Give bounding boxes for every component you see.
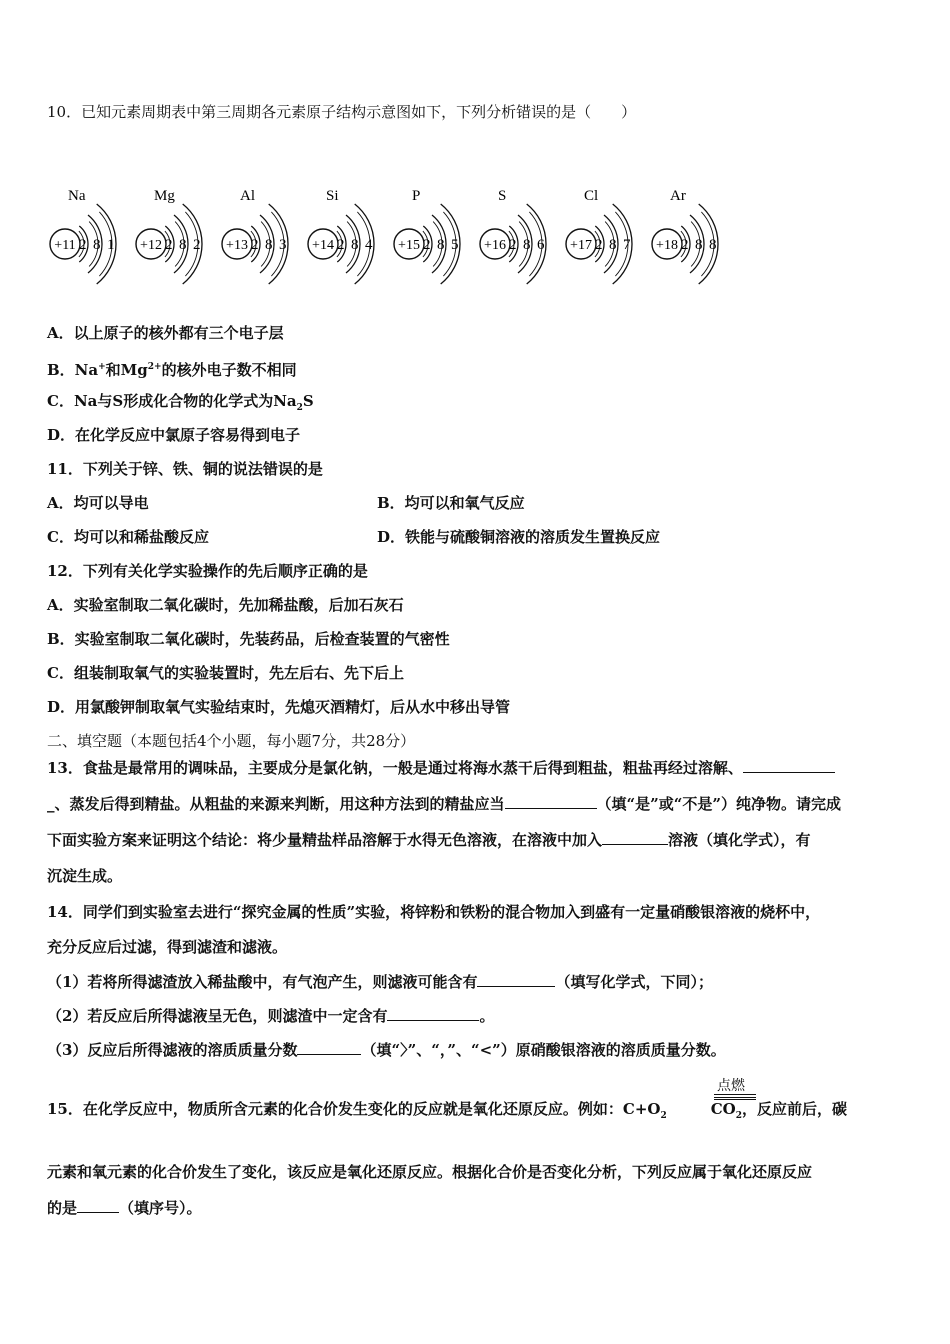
electron-count: 8 <box>179 237 187 253</box>
electron-count: 2 <box>681 237 689 253</box>
nucleus-charge: +12 <box>140 238 162 253</box>
q13-line-1 <box>47 758 835 778</box>
q15-line-3 <box>47 1198 202 1218</box>
q15-line-1a: 15．在化学反应中，物质所含元素的化合价发生变化的反应就是氧化还原反应。例如：C+O <box>47 1100 661 1118</box>
nucleus-charge: +18 <box>656 238 678 253</box>
atom-s <box>480 188 546 284</box>
q13-line-4: 沉淀生成。 <box>47 867 123 885</box>
q14-part-3 <box>47 1040 726 1060</box>
electron-count: 6 <box>537 237 545 253</box>
q10-option-b-pre: B．Na <box>47 361 99 379</box>
atom-symbol: S <box>498 188 507 204</box>
q15-line-2: 元素和氧元素的化合价发生了变化，该反应是氧化还原反应。根据化合价是否变化分析，下列反应属于氧化还原反应 <box>47 1163 813 1181</box>
atom-mg <box>136 188 202 284</box>
electron-count: 2 <box>193 237 201 253</box>
q10-option-c-pre: C．Na与S形成化合物的化学式为Na <box>47 392 297 410</box>
q10-option-a: A．以上原子的核外都有三个电子层 <box>47 324 284 342</box>
q15-line-1b: ，反应前后，碳 <box>742 1100 848 1118</box>
atom-symbol: Ar <box>670 188 686 204</box>
atom-cl <box>566 188 632 284</box>
q13-blank-2[interactable] <box>505 794 597 809</box>
q10-option-b-sup1: + <box>98 362 106 372</box>
reaction-condition: 点燃 <box>717 1078 745 1094</box>
q10-option-b-sup2: 2+ <box>147 362 162 372</box>
q12-option-b: B．实验室制取二氧化碳时，先装药品，后检查装置的气密性 <box>47 630 450 648</box>
q10-option-b-post: 的核外电子数不相同 <box>161 361 297 379</box>
atom-symbol: Na <box>68 188 86 204</box>
section-2-heading: 二、填空题（本题包括4个小题，每小题7分，共28分） <box>47 732 416 750</box>
q14-part-2 <box>47 1006 494 1026</box>
atom-symbol: Cl <box>584 188 599 204</box>
atom-p <box>394 188 460 284</box>
q13-line-3a: 下面实验方案来证明这个结论：将少量精盐样品溶解于水得无色溶液，在溶液中加入 <box>47 831 603 849</box>
q12-option-c: C．组装制取氧气的实验装置时，先左后右、先下后上 <box>47 664 404 682</box>
atom-na <box>50 188 116 284</box>
atom-al <box>222 188 288 284</box>
q10-option-d: D．在化学反应中氯原子容易得到电子 <box>47 426 301 444</box>
electron-count: 8 <box>93 237 101 253</box>
q10-option-c-post: S <box>302 392 314 410</box>
reaction-equals-sign-low <box>714 1099 756 1100</box>
electron-count: 1 <box>107 237 115 253</box>
q13-line-3 <box>47 830 811 850</box>
q15-line-3b: （填序号）。 <box>119 1199 202 1217</box>
q15-line-1 <box>47 1099 847 1126</box>
q13-line-1-text: 13．食盐是最常用的调味品，主要成分是氯化钠，一般是通过将海水蒸干后得到粗盐，粗盐再经过溶解、 <box>47 759 743 777</box>
atom-symbol: Al <box>240 188 255 204</box>
nucleus-charge: +13 <box>226 238 248 253</box>
electron-count: 2 <box>423 237 431 253</box>
q13-line-3b: 溶液（填化学式），有 <box>668 831 811 849</box>
electron-count: 2 <box>337 237 345 253</box>
q10-stem: 10．已知元素周期表中第三周期各元素原子结构示意图如下，下列分析错误的是（ ） <box>47 103 637 121</box>
nucleus-charge: +16 <box>484 238 506 253</box>
atom-symbol: Mg <box>154 188 175 204</box>
nucleus-charge: +14 <box>312 238 334 253</box>
electron-count: 8 <box>351 237 359 253</box>
q13-line-2 <box>47 794 841 814</box>
electron-count: 8 <box>709 237 717 253</box>
q10-option-c <box>47 391 314 418</box>
q14-blank-2[interactable] <box>387 1006 479 1021</box>
electron-count: 8 <box>523 237 531 253</box>
q12-option-d: D．用氯酸钾制取氧气实验结束时，先熄灭酒精灯，后从水中移出导管 <box>47 698 511 716</box>
electron-count: 5 <box>451 237 459 253</box>
q14-blank-3[interactable] <box>297 1040 361 1055</box>
q14-part-3a: （3）反应后所得滤液的溶质质量分数 <box>47 1041 298 1059</box>
q13-line-2a: _、蒸发后得到精盐。从粗盐的来源来判断，用这种方法到的精盐应当 <box>47 795 505 813</box>
electron-count: 2 <box>509 237 517 253</box>
electron-count: 8 <box>437 237 445 253</box>
q11-option-b: B．均可以和氧气反应 <box>377 494 525 512</box>
q15-line-3a: 的是 <box>47 1199 78 1217</box>
q14-part-2a: （2）若反应后所得滤液呈无色，则滤渣中一定含有 <box>47 1007 388 1025</box>
q14-line-2: 充分反应后过滤，得到滤渣和滤液。 <box>47 938 288 956</box>
q15-o2-sub: 2 <box>660 1111 667 1121</box>
q10-option-b-mid: 和Mg <box>105 361 148 379</box>
electron-count: 2 <box>251 237 259 253</box>
atom-structure-diagram <box>40 176 740 306</box>
q14-part-1a: （1）若将所得滤渣放入稀盐酸中，有气泡产生，则滤液可能含有 <box>47 973 478 991</box>
electron-count: 8 <box>695 237 703 253</box>
q14-part-1 <box>47 972 713 992</box>
q11-option-d: D．铁能与硫酸铜溶液的溶质发生置换反应 <box>377 528 661 546</box>
q15-product-sub: 2 <box>735 1111 742 1121</box>
q14-line-1: 14．同学们到实验室去进行“探究金属的性质”实验，将锌粉和铁粉的混合物加入到盛有一定量硝酸银溶液的烧杯中， <box>47 903 821 921</box>
q14-part-1b: （填写化学式，下同）； <box>555 973 713 991</box>
electron-count: 4 <box>365 237 373 253</box>
atom-symbol: Si <box>326 188 339 204</box>
q11-stem: 11．下列关于锌、铁、铜的说法错误的是 <box>47 460 323 478</box>
atom-symbol: P <box>412 188 421 204</box>
electron-count: 3 <box>279 237 287 253</box>
electron-count: 8 <box>609 237 617 253</box>
q12-option-a: A．实验室制取二氧化碳时，先加稀盐酸，后加石灰石 <box>47 596 404 614</box>
q12-stem: 12．下列有关化学实验操作的先后顺序正确的是 <box>47 562 368 580</box>
electron-count: 8 <box>265 237 273 253</box>
q14-part-2b: 。 <box>479 1007 495 1025</box>
reaction-equals-sign <box>714 1094 756 1098</box>
atom-ar <box>652 188 718 284</box>
electron-count: 7 <box>623 237 631 253</box>
nucleus-charge: +11 <box>54 238 76 253</box>
q10-option-b <box>47 357 297 380</box>
q14-blank-1[interactable] <box>477 972 555 987</box>
q13-blank-3[interactable] <box>602 830 668 845</box>
q13-blank-1[interactable] <box>743 758 835 773</box>
electron-count: 2 <box>79 237 87 253</box>
electron-count: 2 <box>595 237 603 253</box>
electron-count: 2 <box>165 237 173 253</box>
q11-option-a: A．均可以导电 <box>47 494 149 512</box>
nucleus-charge: +17 <box>570 238 592 253</box>
q10-option-c-sub: 2 <box>296 403 303 413</box>
q13-line-2b: （填“是”或“不是”）纯净物。请完成 <box>596 795 842 813</box>
q15-product: CO <box>710 1100 736 1118</box>
q11-option-c: C．均可以和稀盐酸反应 <box>47 528 209 546</box>
atom-si <box>308 188 374 284</box>
q14-part-3b: （填“〉”、“，”、“<”）原硝酸银溶液的溶质质量分数。 <box>361 1041 726 1059</box>
q15-blank[interactable] <box>77 1198 119 1213</box>
nucleus-charge: +15 <box>398 238 420 253</box>
